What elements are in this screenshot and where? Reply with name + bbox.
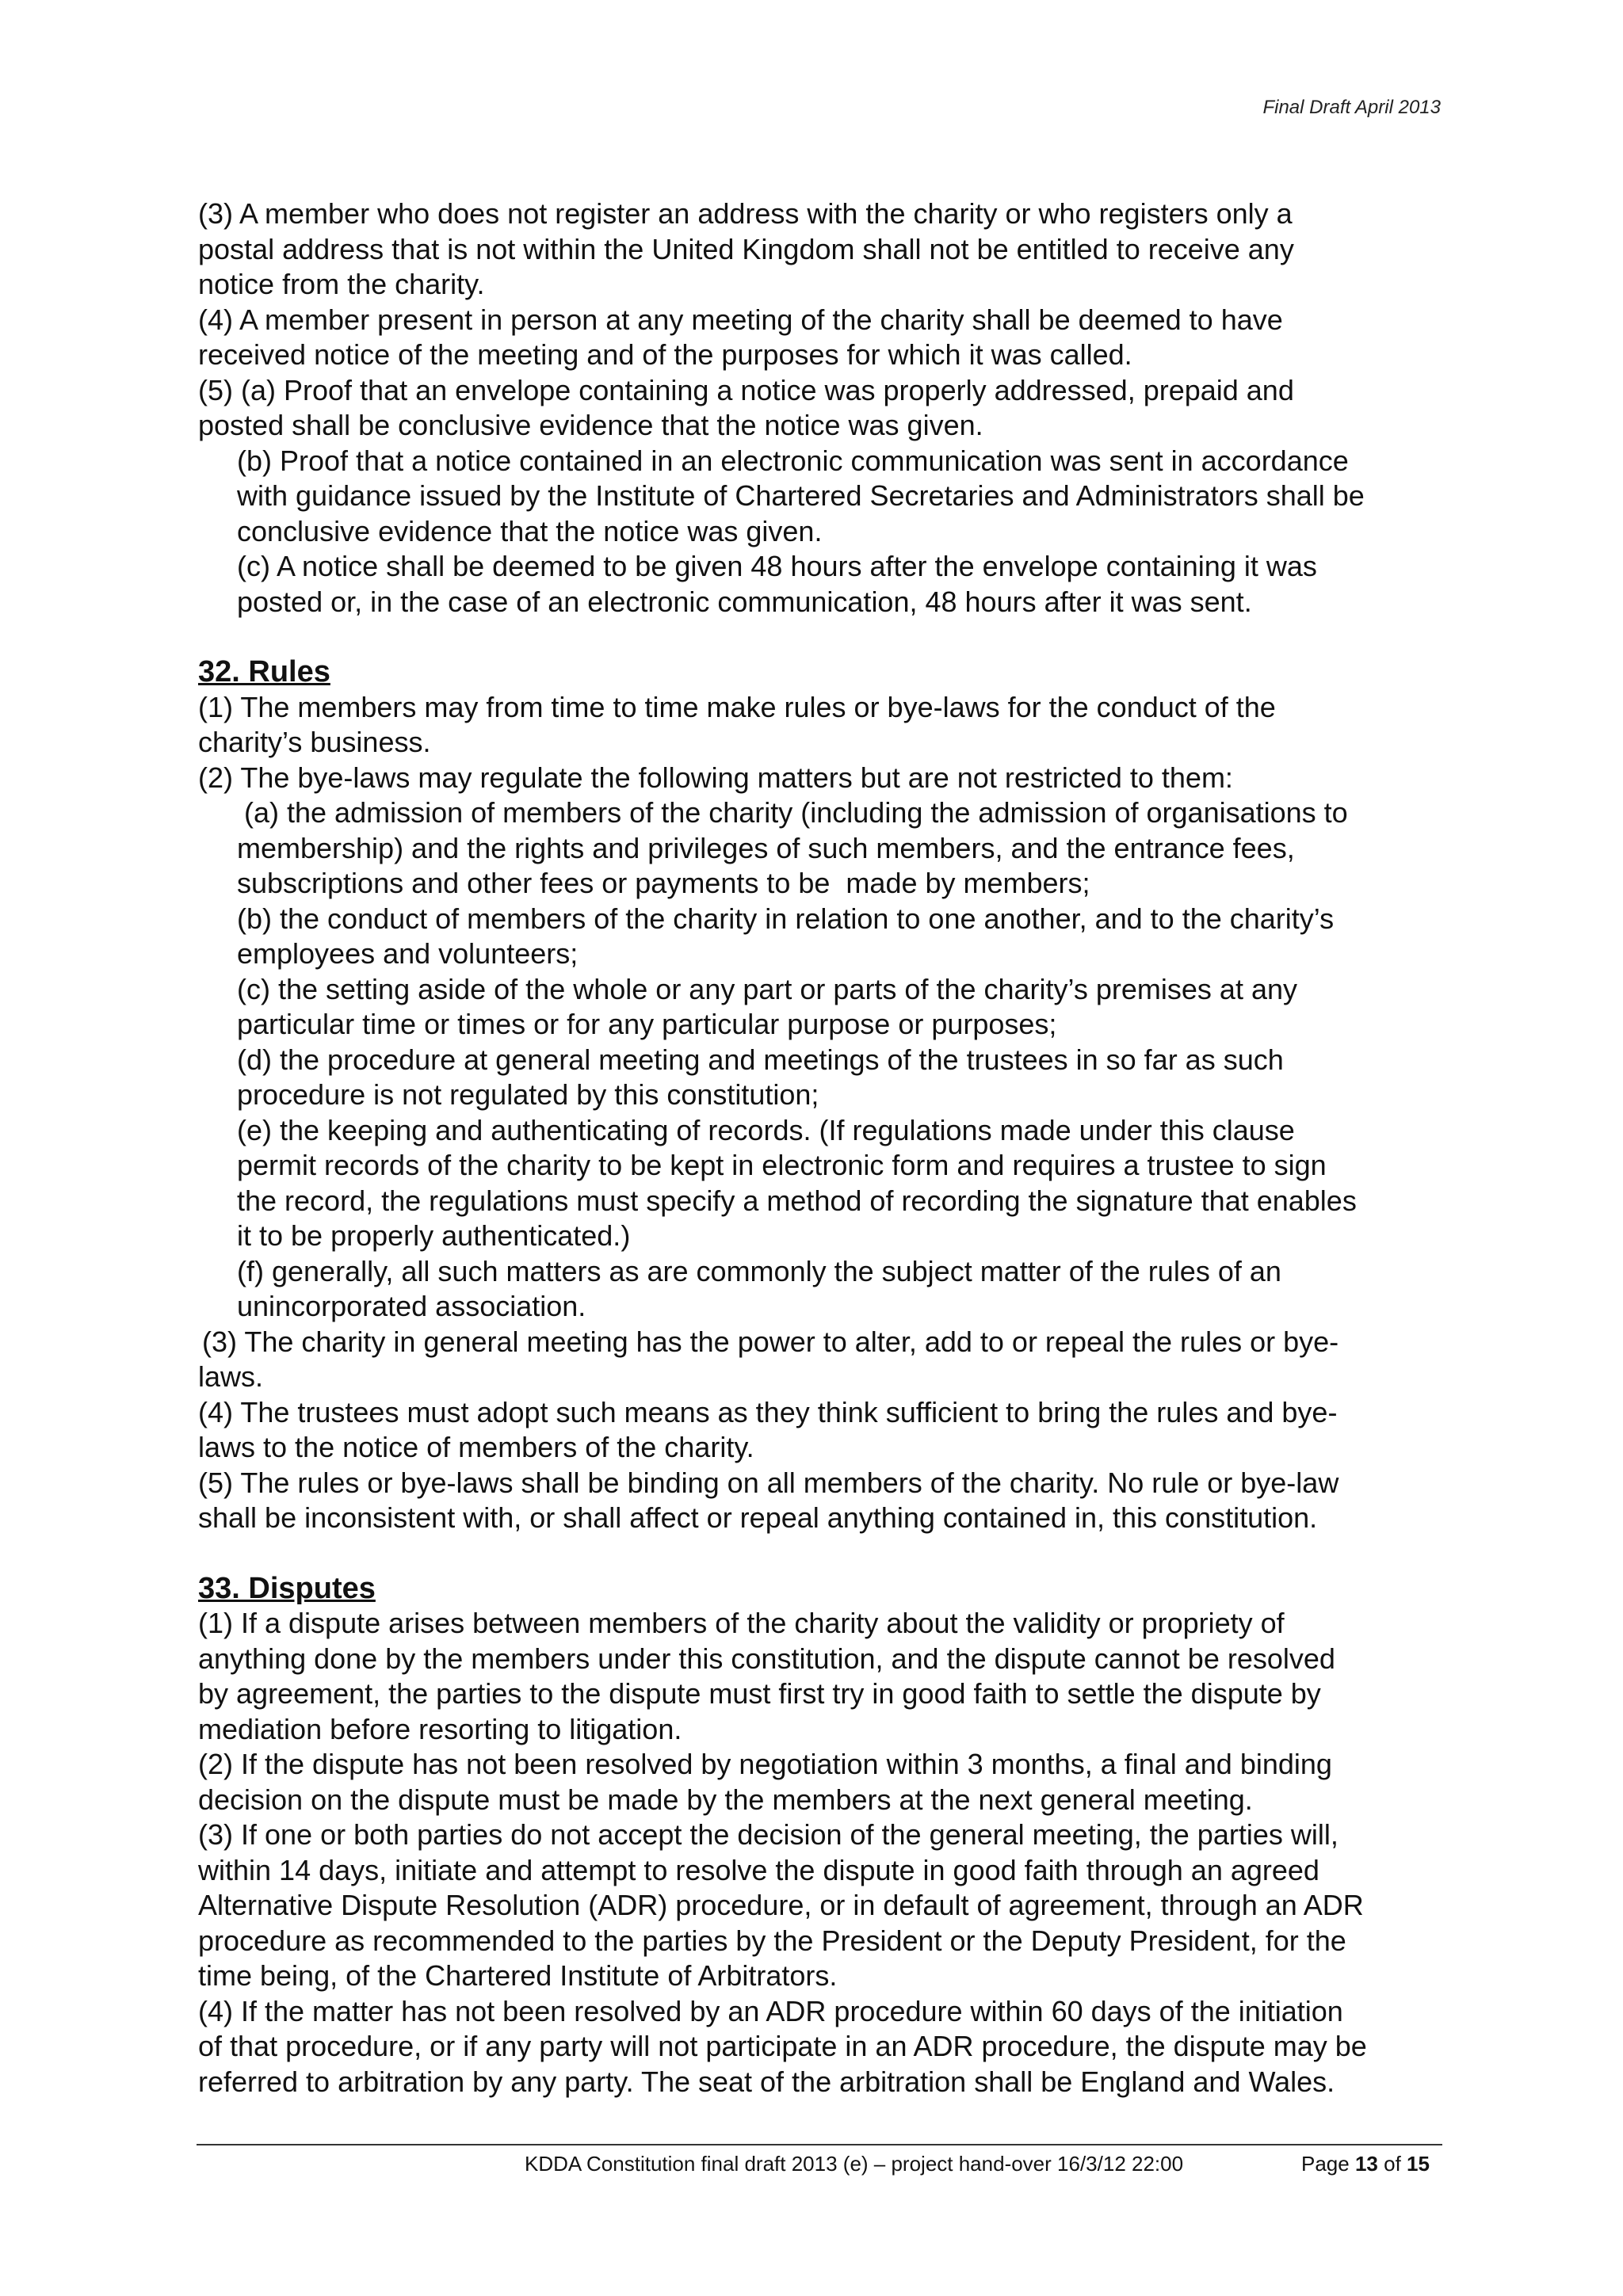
paragraph-line: (1) The members may from time to time make rules or bye-laws for the conduct of the	[198, 690, 1276, 723]
paragraph-line: laws.	[198, 1360, 264, 1393]
section-heading-disputes: 33. Disputes	[198, 1571, 376, 1605]
paragraph-line: (2) The bye-laws may regulate the following matters but are not restricted to them:	[198, 761, 1233, 794]
paragraph-line: (4) If the matter has not been resolved by an ADR procedure within 60 days of the initiation	[198, 1994, 1343, 2027]
paragraph-line: procedure as recommended to the parties by the President or the Deputy President, for the	[198, 1924, 1346, 1957]
footer-page-number	[1301, 2152, 1430, 2176]
paragraph-line: (2) If the dispute has not been resolved by negotiation within 3 months, a final and binding	[198, 1748, 1332, 1780]
paragraph-line: (c) the setting aside of the whole or any part or parts of the charity’s premises at any	[237, 972, 1297, 1005]
page-content	[198, 196, 1450, 2100]
paragraph-line: within 14 days, initiate and attempt to resolve the dispute in good faith through an agreed	[198, 1853, 1319, 1886]
paragraph-line: (3) A member who does not register an address with the charity or who registers only a	[198, 197, 1293, 230]
footer-doc-info: KDDA Constitution final draft 2013 (e) – project hand-over 16/3/12 22:00	[525, 2152, 1184, 2176]
paragraph-line: particular time or times or for any particular purpose or purposes;	[237, 1008, 1057, 1040]
paragraph-line: laws to the notice of members of the charity.	[198, 1431, 754, 1463]
paragraph-line: time being, of the Chartered Institute of Arbitrators.	[198, 1959, 838, 1992]
paragraph-line: (5) (a) Proof that an envelope containing a notice was properly addressed, prepaid and	[198, 373, 1294, 406]
paragraph-line: shall be inconsistent with, or shall affect or repeal anything contained in, this constitution.	[198, 1501, 1318, 1534]
page-label: Page	[1301, 2152, 1350, 2176]
paragraph-line: Alternative Dispute Resolution (ADR) procedure, or in default of agreement, through an ADR	[198, 1889, 1364, 1921]
paragraph-line: conclusive evidence that the notice was given.	[237, 514, 823, 547]
paragraph-line: posted or, in the case of an electronic communication, 48 hours after it was sent.	[237, 585, 1252, 618]
header-draft-note: Final Draft April 2013	[1262, 97, 1441, 118]
paragraph-line: unincorporated association.	[237, 1290, 586, 1322]
paragraph-line: employees and volunteers;	[237, 937, 579, 970]
footer-divider	[197, 2144, 1442, 2145]
paragraph-line: (b) Proof that a notice contained in an electronic communication was sent in accordance	[237, 444, 1349, 477]
paragraph-line: (1) If a dispute arises between members of the charity about the validity or propriety of	[198, 1607, 1285, 1639]
paragraph-line: it to be properly authenticated.)	[237, 1219, 631, 1252]
paragraph-line: subscriptions and other fees or payments to be made by members;	[237, 867, 1090, 899]
page-of: of	[1384, 2152, 1401, 2176]
paragraph-line: (a) the admission of members of the charity (including the admission of organisations to	[244, 796, 1348, 829]
section-heading-rules: 32. Rules	[198, 655, 330, 688]
paragraph-line: (3) The charity in general meeting has the power to alter, add to or repeal the rules or bye-	[202, 1325, 1339, 1358]
paragraph-line: the record, the regulations must specify a method of recording the signature that enables	[237, 1184, 1357, 1217]
paragraph-line: permit records of the charity to be kept in electronic form and requires a trustee to sign	[237, 1149, 1327, 1181]
paragraph-line: charity’s business.	[198, 726, 431, 758]
paragraph-line: received notice of the meeting and of the purposes for which it was called.	[198, 338, 1132, 371]
paragraph-line: (c) A notice shall be deemed to be given 48 hours after the envelope containing it was	[237, 550, 1317, 582]
paragraph-line: anything done by the members under this constitution, and the dispute cannot be resolved	[198, 1642, 1335, 1675]
page-total: 15	[1407, 2152, 1430, 2176]
paragraph-line: procedure is not regulated by this constitution;	[237, 1078, 819, 1111]
paragraph-line: (4) The trustees must adopt such means as they think sufficient to bring the rules and bye-	[198, 1395, 1338, 1428]
paragraph-line: mediation before resorting to litigation.	[198, 1712, 682, 1745]
paragraph-line: membership) and the rights and privileges of such members, and the entrance fees,	[237, 831, 1295, 864]
paragraph-line: (f) generally, all such matters as are commonly the subject matter of the rules of an	[237, 1254, 1281, 1287]
paragraph-line: (3) If one or both parties do not accept the decision of the general meeting, the parties will,	[198, 1818, 1338, 1851]
paragraph-line: referred to arbitration by any party. The seat of the arbitration shall be England and Wales.	[198, 2065, 1335, 2098]
paragraph-line: decision on the dispute must be made by the members at the next general meeting.	[198, 1783, 1253, 1816]
paragraph-line: (b) the conduct of members of the charity in relation to one another, and to the charity’s	[237, 902, 1335, 935]
paragraph-line: (d) the procedure at general meeting and meetings of the trustees in so far as such	[237, 1043, 1284, 1076]
paragraph-line: notice from the charity.	[198, 268, 485, 300]
paragraph-line: (e) the keeping and authenticating of records. (If regulations made under this clause	[237, 1113, 1295, 1146]
paragraph-line: of that procedure, or if any party will not participate in an ADR procedure, the dispute may be	[198, 2030, 1367, 2062]
paragraph-line: (4) A member present in person at any meeting of the charity shall be deemed to have	[198, 303, 1283, 336]
paragraph-line: postal address that is not within the United Kingdom shall not be entitled to receive any	[198, 232, 1294, 265]
paragraph-line: posted shall be conclusive evidence that the notice was given.	[198, 409, 983, 441]
paragraph-line: with guidance issued by the Institute of Chartered Secretaries and Administrators shall be	[237, 479, 1365, 512]
paragraph-line: by agreement, the parties to the dispute must first try in good faith to settle the dispute by	[198, 1677, 1321, 1710]
page-current: 13	[1354, 2152, 1378, 2176]
paragraph-line: (5) The rules or bye-laws shall be binding on all members of the charity. No rule or bye-law	[198, 1466, 1339, 1499]
